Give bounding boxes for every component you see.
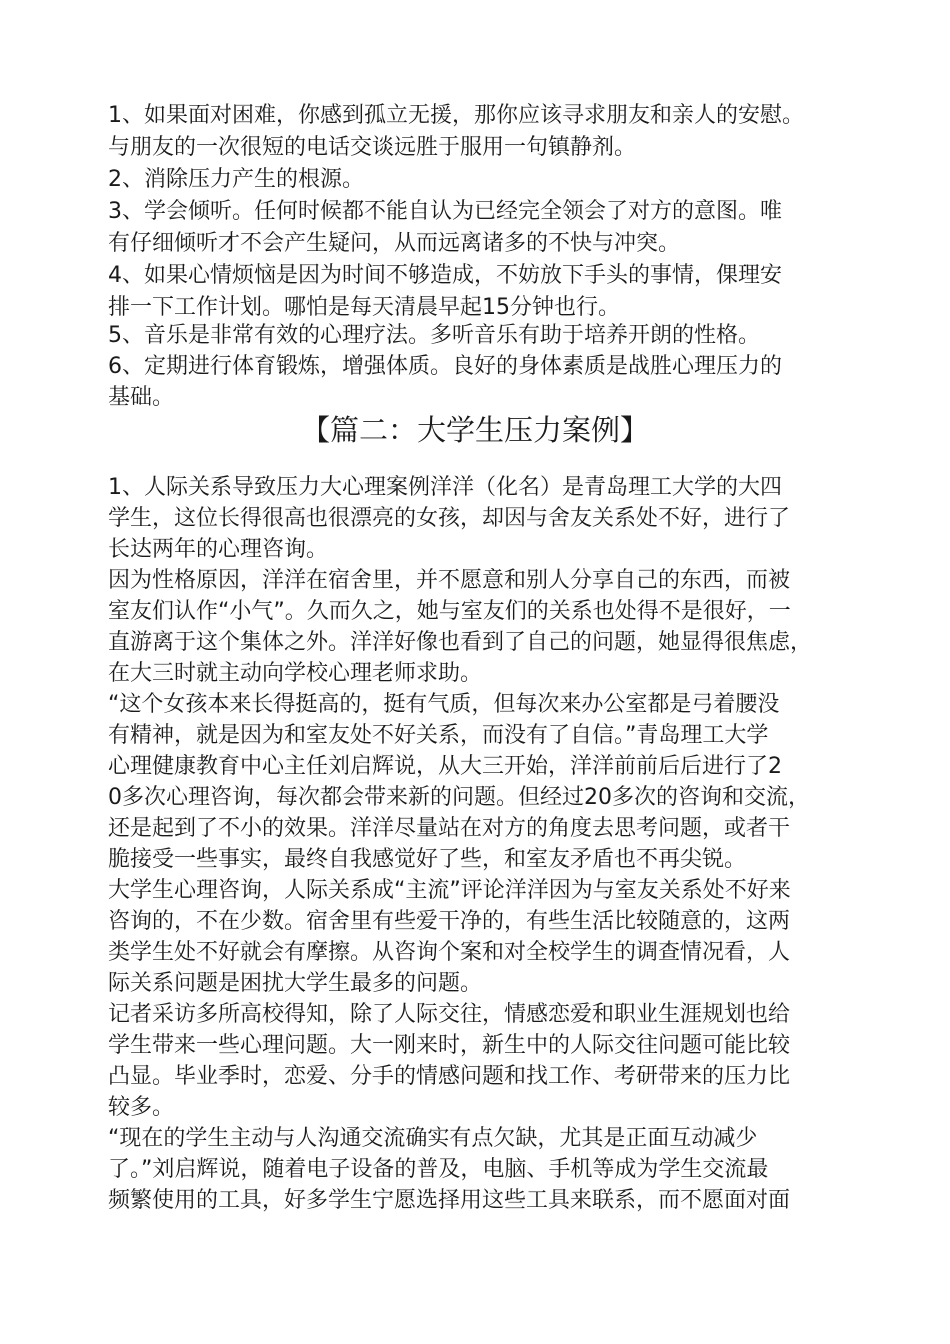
text-line: 有精神，就是因为和室友处不好关系，而没有了自信。”青岛理工大学 (108, 723, 769, 748)
text-line: 际关系问题是困扰大学生最多的问题。 (108, 971, 483, 996)
text-line: 心理健康教育中心主任刘启辉说，从大三开始，洋洋前前后后进行了2 (108, 754, 782, 779)
text-line: 与朋友的一次很短的电话交谈远胜于服用一句镇静剂。 (108, 135, 637, 160)
text-line: 凸显。毕业季时，恋爱、分手的情感问题和找工作、考研带来的压力比 (108, 1064, 791, 1089)
text-line: 在大三时就主动向学校心理老师求助。 (108, 661, 483, 686)
text-line: “现在的学生主动与人沟通交流确实有点欠缺，尤其是正面互动减少 (108, 1126, 758, 1151)
text-line: 有仔细倾听才不会产生疑问，从而远离诸多的不快与冲突。 (108, 231, 681, 256)
text-line: 频繁使用的工具，好多学生宁愿选择用这些工具来联系，而不愿面对面 (108, 1188, 791, 1213)
text-line: 基础。 (108, 385, 175, 410)
text-line: 4、如果心情烦恼是因为时间不够造成，不妨放下手头的事情，倮理安 (108, 263, 782, 288)
text-line: 排一下工作计划。哪怕是每天清晨早起15分钟也行。 (108, 295, 620, 320)
text-line: “这个女孩本来长得挺高的，挺有气质，但每次来办公室都是弓着腰没 (108, 692, 780, 717)
section-heading: 【篇二：大学生压力案例】 (300, 413, 649, 447)
text-line: 咨询的，不在少数。宿舍里有些爱干净的，有些生活比较随意的，这两 (108, 909, 791, 934)
text-line: 1、人际关系导致压力大心理案例洋洋（化名）是青岛理工大学的大四 (108, 475, 782, 500)
text-line: 还是起到了不小的效果。洋洋尽量站在对方的角度去思考问题，或者干 (108, 816, 791, 841)
text-line: 0多次心理咨询，每次都会带来新的问题。但经过20多次的咨询和交流， (108, 785, 810, 810)
text-line: 3、学会倾听。任何时候都不能自认为已经完全领会了对方的意图。唯 (108, 199, 782, 224)
text-line: 直游离于这个集体之外。洋洋好像也看到了自己的问题，她显得很焦虑， (108, 630, 813, 655)
text-line: 了。”刘启辉说，随着电子设备的普及，电脑、手机等成为学生交流最 (108, 1157, 769, 1182)
text-line: 大学生心理咨询，人际关系成“主流”评论洋洋因为与室友关系处不好来 (108, 878, 791, 903)
text-line: 脆接受一些事实，最终自我感觉好了些，和室友矛盾也不再尖锐。 (108, 847, 747, 872)
text-line: 6、定期进行体育锻炼，增强体质。良好的身体素质是战胜心理压力的 (108, 354, 782, 379)
text-line: 学生，这位长得很高也很漂亮的女孩，却因与舍友关系处不好，进行了 (108, 506, 791, 531)
text-line: 较多。 (108, 1095, 175, 1120)
text-line: 因为性格原因，洋洋在宿舍里，并不愿意和别人分享自己的东西，而被 (108, 568, 791, 593)
text-line: 5、音乐是非常有效的心理疗法。多听音乐有助于培养开朗的性格。 (108, 323, 760, 348)
text-line: 室友们认作“小气”。久而久之，她与室友们的关系也处得不是很好，一 (108, 599, 791, 624)
text-line: 记者采访多所高校得知，除了人际交往，情感恋爱和职业生涯规划也给 (108, 1002, 791, 1027)
text-line: 长达两年的心理咨询。 (108, 537, 329, 562)
text-line: 类学生处不好就会有摩擦。从咨询个案和对全校学生的调查情况看，人 (108, 940, 791, 965)
text-line: 学生带来一些心理问题。大一刚来时，新生中的人际交往问题可能比较 (108, 1033, 791, 1058)
text-line: 1、如果面对困难，你感到孤立无援，那你应该寻求朋友和亲人的安慰。 (108, 103, 804, 128)
text-line: 2、消除压力产生的根源。 (108, 167, 364, 192)
